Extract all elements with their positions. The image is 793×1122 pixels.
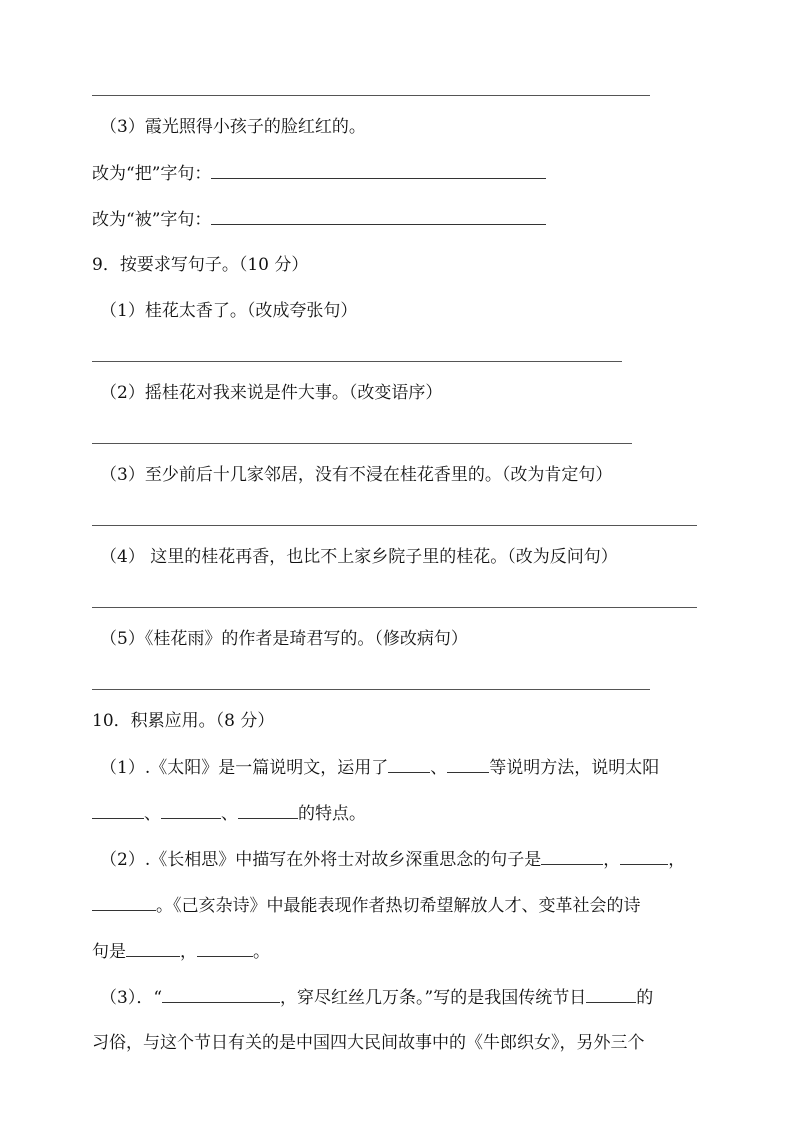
question-text: （3）．“ <box>100 988 163 1008</box>
answer-blank[interactable] <box>620 848 668 865</box>
separator: ， <box>668 850 686 870</box>
separator: 、 <box>221 804 238 824</box>
answer-line[interactable] <box>92 443 632 444</box>
question-text: 的特点。 <box>298 804 366 824</box>
question-9-1: （1）桂花太香了。（改成夸张句） <box>100 301 358 321</box>
separator: ， <box>603 850 621 870</box>
question-9-2: （2）摇桂花对我来说是件大事。（改变语序） <box>100 383 443 403</box>
question-text: ，穿尽红丝几万条。”写的是我国传统节日 <box>280 988 587 1008</box>
question-text: （1）.《太阳》是一篇说明文，运用了 <box>100 758 389 778</box>
answer-blank[interactable] <box>161 802 221 819</box>
answer-line[interactable] <box>92 689 650 690</box>
question-10-3-line-2: 习俗，与这个节日有关的是中国四大民间故事中的《牛郎织女》，另外三个 <box>92 1033 645 1053</box>
question-10-3-line-1 <box>100 986 653 1009</box>
answer-blank[interactable] <box>92 894 156 911</box>
answer-blank[interactable] <box>162 986 280 1003</box>
question-text: 的 <box>636 988 654 1008</box>
answer-blank[interactable] <box>541 848 603 865</box>
answer-line[interactable] <box>92 361 622 362</box>
question-10-2-line-1 <box>100 848 685 871</box>
question-9-5: （5）《桂花雨》的作者是琦君写的。（修改病句） <box>100 629 468 649</box>
question-10-title: 10．积累应用。（8 分） <box>92 711 275 731</box>
question-9-3: （3）至少前后十几家邻居，没有不浸在桂花香里的。（改为肯定句） <box>100 465 613 485</box>
question-10-2-line-2 <box>92 894 641 917</box>
question-9-title: 9．按要求写句子。（10 分） <box>92 255 309 275</box>
answer-blank[interactable] <box>126 940 180 957</box>
separator: ， <box>180 942 197 962</box>
answer-blank[interactable] <box>211 208 546 225</box>
question-text: （2）.《长相思》中描写在外将士对故乡深重思念的句子是 <box>100 850 542 870</box>
answer-blank[interactable] <box>447 756 489 773</box>
answer-blank[interactable] <box>586 986 636 1003</box>
answer-line[interactable] <box>92 607 697 608</box>
bei-sentence-label: 改为“被”字句： <box>92 210 212 230</box>
question-text: 等说明方法，说明太阳 <box>489 758 660 778</box>
separator: 。 <box>253 942 270 962</box>
answer-blank[interactable] <box>211 162 546 179</box>
question-9-4: （4） 这里的桂花再香，也比不上家乡院子里的桂花。（改为反问句） <box>100 547 618 567</box>
question-10-1-line-2 <box>92 802 366 825</box>
question-8-3: （3）霞光照得小孩子的脸红红的。 <box>100 117 366 137</box>
question-text: 。《己亥杂诗》中最能表现作者热切希望解放人才、变革社会的诗 <box>156 896 641 916</box>
question-text: 句是 <box>92 942 126 962</box>
answer-line[interactable] <box>92 525 697 526</box>
answer-blank[interactable] <box>92 802 144 819</box>
answer-blank[interactable] <box>388 756 430 773</box>
separator: 、 <box>430 758 448 778</box>
ba-sentence-prompt <box>92 162 546 185</box>
question-10-2-line-3 <box>92 940 270 963</box>
question-10-1-line-1 <box>100 756 659 779</box>
ba-sentence-label: 改为“把”字句： <box>92 164 212 184</box>
answer-blank[interactable] <box>238 802 298 819</box>
answer-line <box>92 95 650 96</box>
answer-blank[interactable] <box>197 940 253 957</box>
separator: 、 <box>144 804 161 824</box>
bei-sentence-prompt <box>92 208 546 231</box>
